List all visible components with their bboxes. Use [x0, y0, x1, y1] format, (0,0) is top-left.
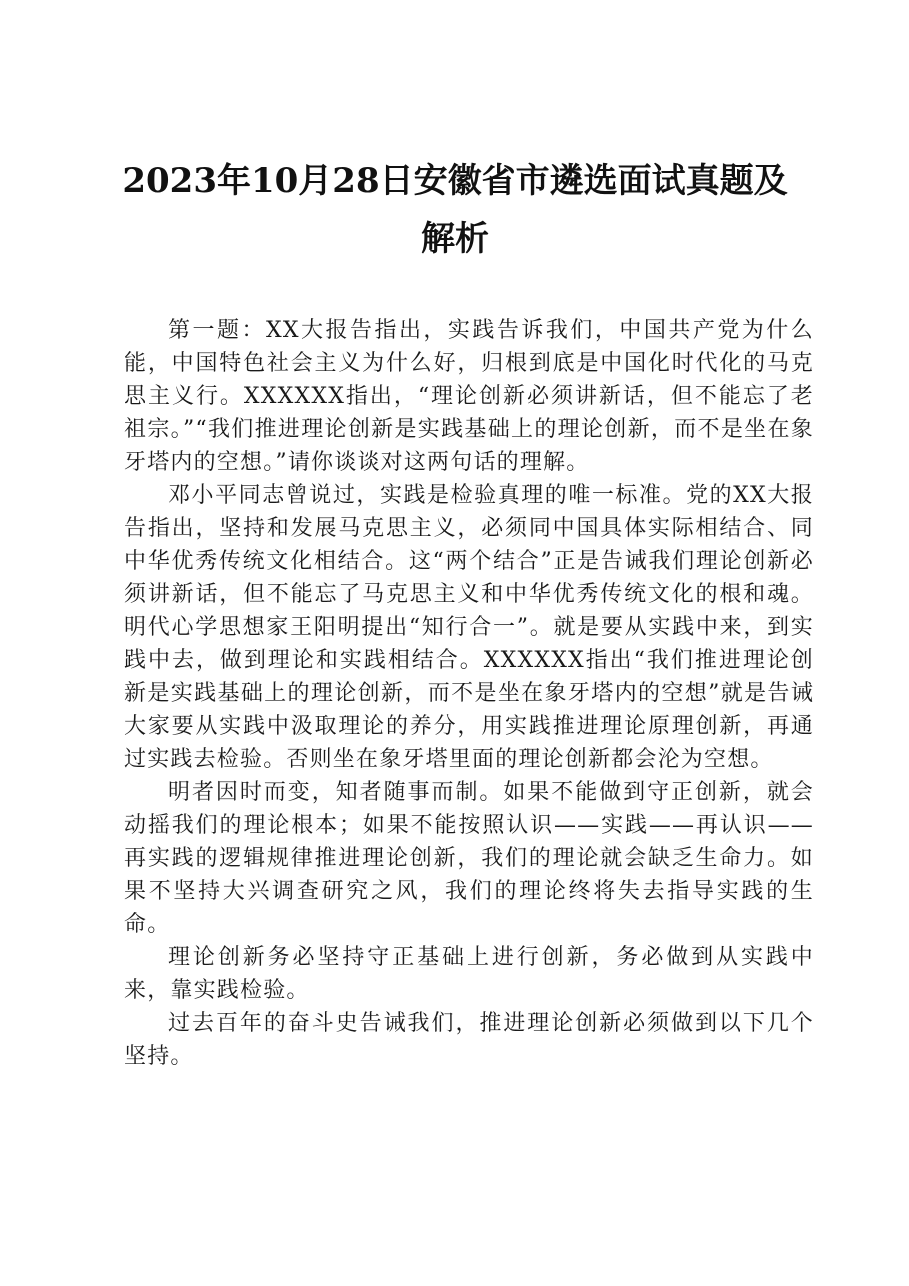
paragraph-question: 第一题：XX大报告指出，实践告诉我们，中国共产党为什么能，中国特色社会主义为什么好，归根到底是中国化时代化的马克思主义行。XXXXXX指出，“理论创新必须讲新话，但不能忘了老祖宗。”“我们推进理论创新是实践基础上的理论创新，而不是坐在象牙塔内的空想。”请你谈谈对这两句话的理解。	[124, 318, 814, 475]
document-body	[124, 314, 814, 1073]
document-title: 2023年10月28日安徽省市遴选面试真题及解析	[122, 161, 788, 259]
paragraph-answer-4: 过去百年的奋斗史告诫我们，推进理论创新必须做到以下几个坚持。	[124, 1011, 814, 1069]
paragraph-answer-3: 理论创新务必坚持守正基础上进行创新，务必做到从实践中来，靠实践检验。	[124, 945, 814, 1003]
paragraph-answer-1: 邓小平同志曾说过，实践是检验真理的唯一标准。党的XX大报告指出，坚持和发展马克思主义，必须同中国具体实际相结合、同中华优秀传统文化相结合。这“两个结合”正是告诫我们理论创新必须讲新话，但不能忘了马克思主义和中华优秀传统文化的根和魂。明代心学思想家王阳明提出“知行合一”。就是要从实践中来，到实践中去，做到理论和实践相结合。XXXXXX指出“我们推进理论创新是实践基础上的理论创新，而不是坐在象牙塔内的空想”就是告诫大家要从实践中汲取理论的养分，用实践推进理论原理创新，再通过实践去检验。否则坐在象牙塔里面的理论创新都会沦为空想。	[124, 483, 814, 772]
paragraph-answer-2: 明者因时而变，知者随事而制。如果不能做到守正创新，就会动摇我们的理论根本；如果不能按照认识——实践——再认识——再实践的逻辑规律推进理论创新，我们的理论就会缺乏生命力。如果不坚持大兴调查研究之风，我们的理论终将失去指导实践的生命。	[124, 780, 814, 937]
